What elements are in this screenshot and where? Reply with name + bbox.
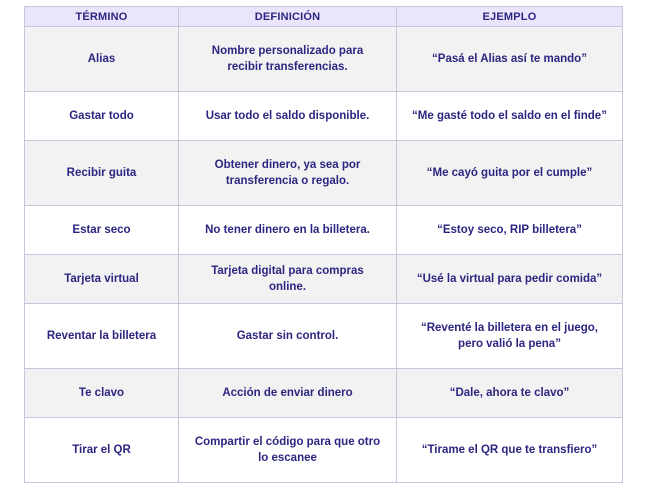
- cell-definicion: No tener dinero en la billetera.: [179, 206, 397, 255]
- table-row: [25, 141, 623, 206]
- cell-definicion: Usar todo el saldo disponible.: [179, 92, 397, 141]
- cell-termino: Reventar la billetera: [25, 304, 179, 369]
- table-row: [25, 304, 623, 369]
- table-row: [25, 369, 623, 418]
- cell-termino: Te clavo: [25, 369, 179, 418]
- header-ejemplo: EJEMPLO: [397, 7, 623, 27]
- header-termino: TÉRMINO: [25, 7, 179, 27]
- cell-definicion: Tarjeta digital para compras online.: [179, 255, 397, 304]
- glossary-table: [24, 6, 623, 483]
- table-row: [25, 27, 623, 92]
- cell-ejemplo: “Tirame el QR que te transfiero”: [397, 418, 623, 483]
- cell-ejemplo: “Pasá el Alias así te mando”: [397, 27, 623, 92]
- cell-definicion: Nombre personalizado para recibir transferencias.: [179, 27, 397, 92]
- cell-termino: Estar seco: [25, 206, 179, 255]
- cell-ejemplo: “Usé la virtual para pedir comida”: [397, 255, 623, 304]
- cell-termino: Gastar todo: [25, 92, 179, 141]
- cell-definicion: Obtener dinero, ya sea por transferencia o regalo.: [179, 141, 397, 206]
- cell-ejemplo: “Me gasté todo el saldo en el finde”: [397, 92, 623, 141]
- cell-termino: Tarjeta virtual: [25, 255, 179, 304]
- cell-definicion: Acción de enviar dinero: [179, 369, 397, 418]
- table-row: [25, 206, 623, 255]
- cell-ejemplo: “Estoy seco, RIP billetera”: [397, 206, 623, 255]
- cell-ejemplo: “Dale, ahora te clavo”: [397, 369, 623, 418]
- header-row: [25, 7, 623, 27]
- table-row: [25, 255, 623, 304]
- header-definicion: DEFINICIÓN: [179, 7, 397, 27]
- cell-termino: Alias: [25, 27, 179, 92]
- cell-termino: Recibir guita: [25, 141, 179, 206]
- table-header: [25, 7, 623, 27]
- cell-definicion: Gastar sin control.: [179, 304, 397, 369]
- cell-definicion: Compartir el código para que otro lo escanee: [179, 418, 397, 483]
- cell-ejemplo: “Reventé la billetera en el juego, pero valió la pena”: [397, 304, 623, 369]
- cell-termino: Tirar el QR: [25, 418, 179, 483]
- table-row: [25, 92, 623, 141]
- table-row: [25, 418, 623, 483]
- cell-ejemplo: “Me cayó guita por el cumple”: [397, 141, 623, 206]
